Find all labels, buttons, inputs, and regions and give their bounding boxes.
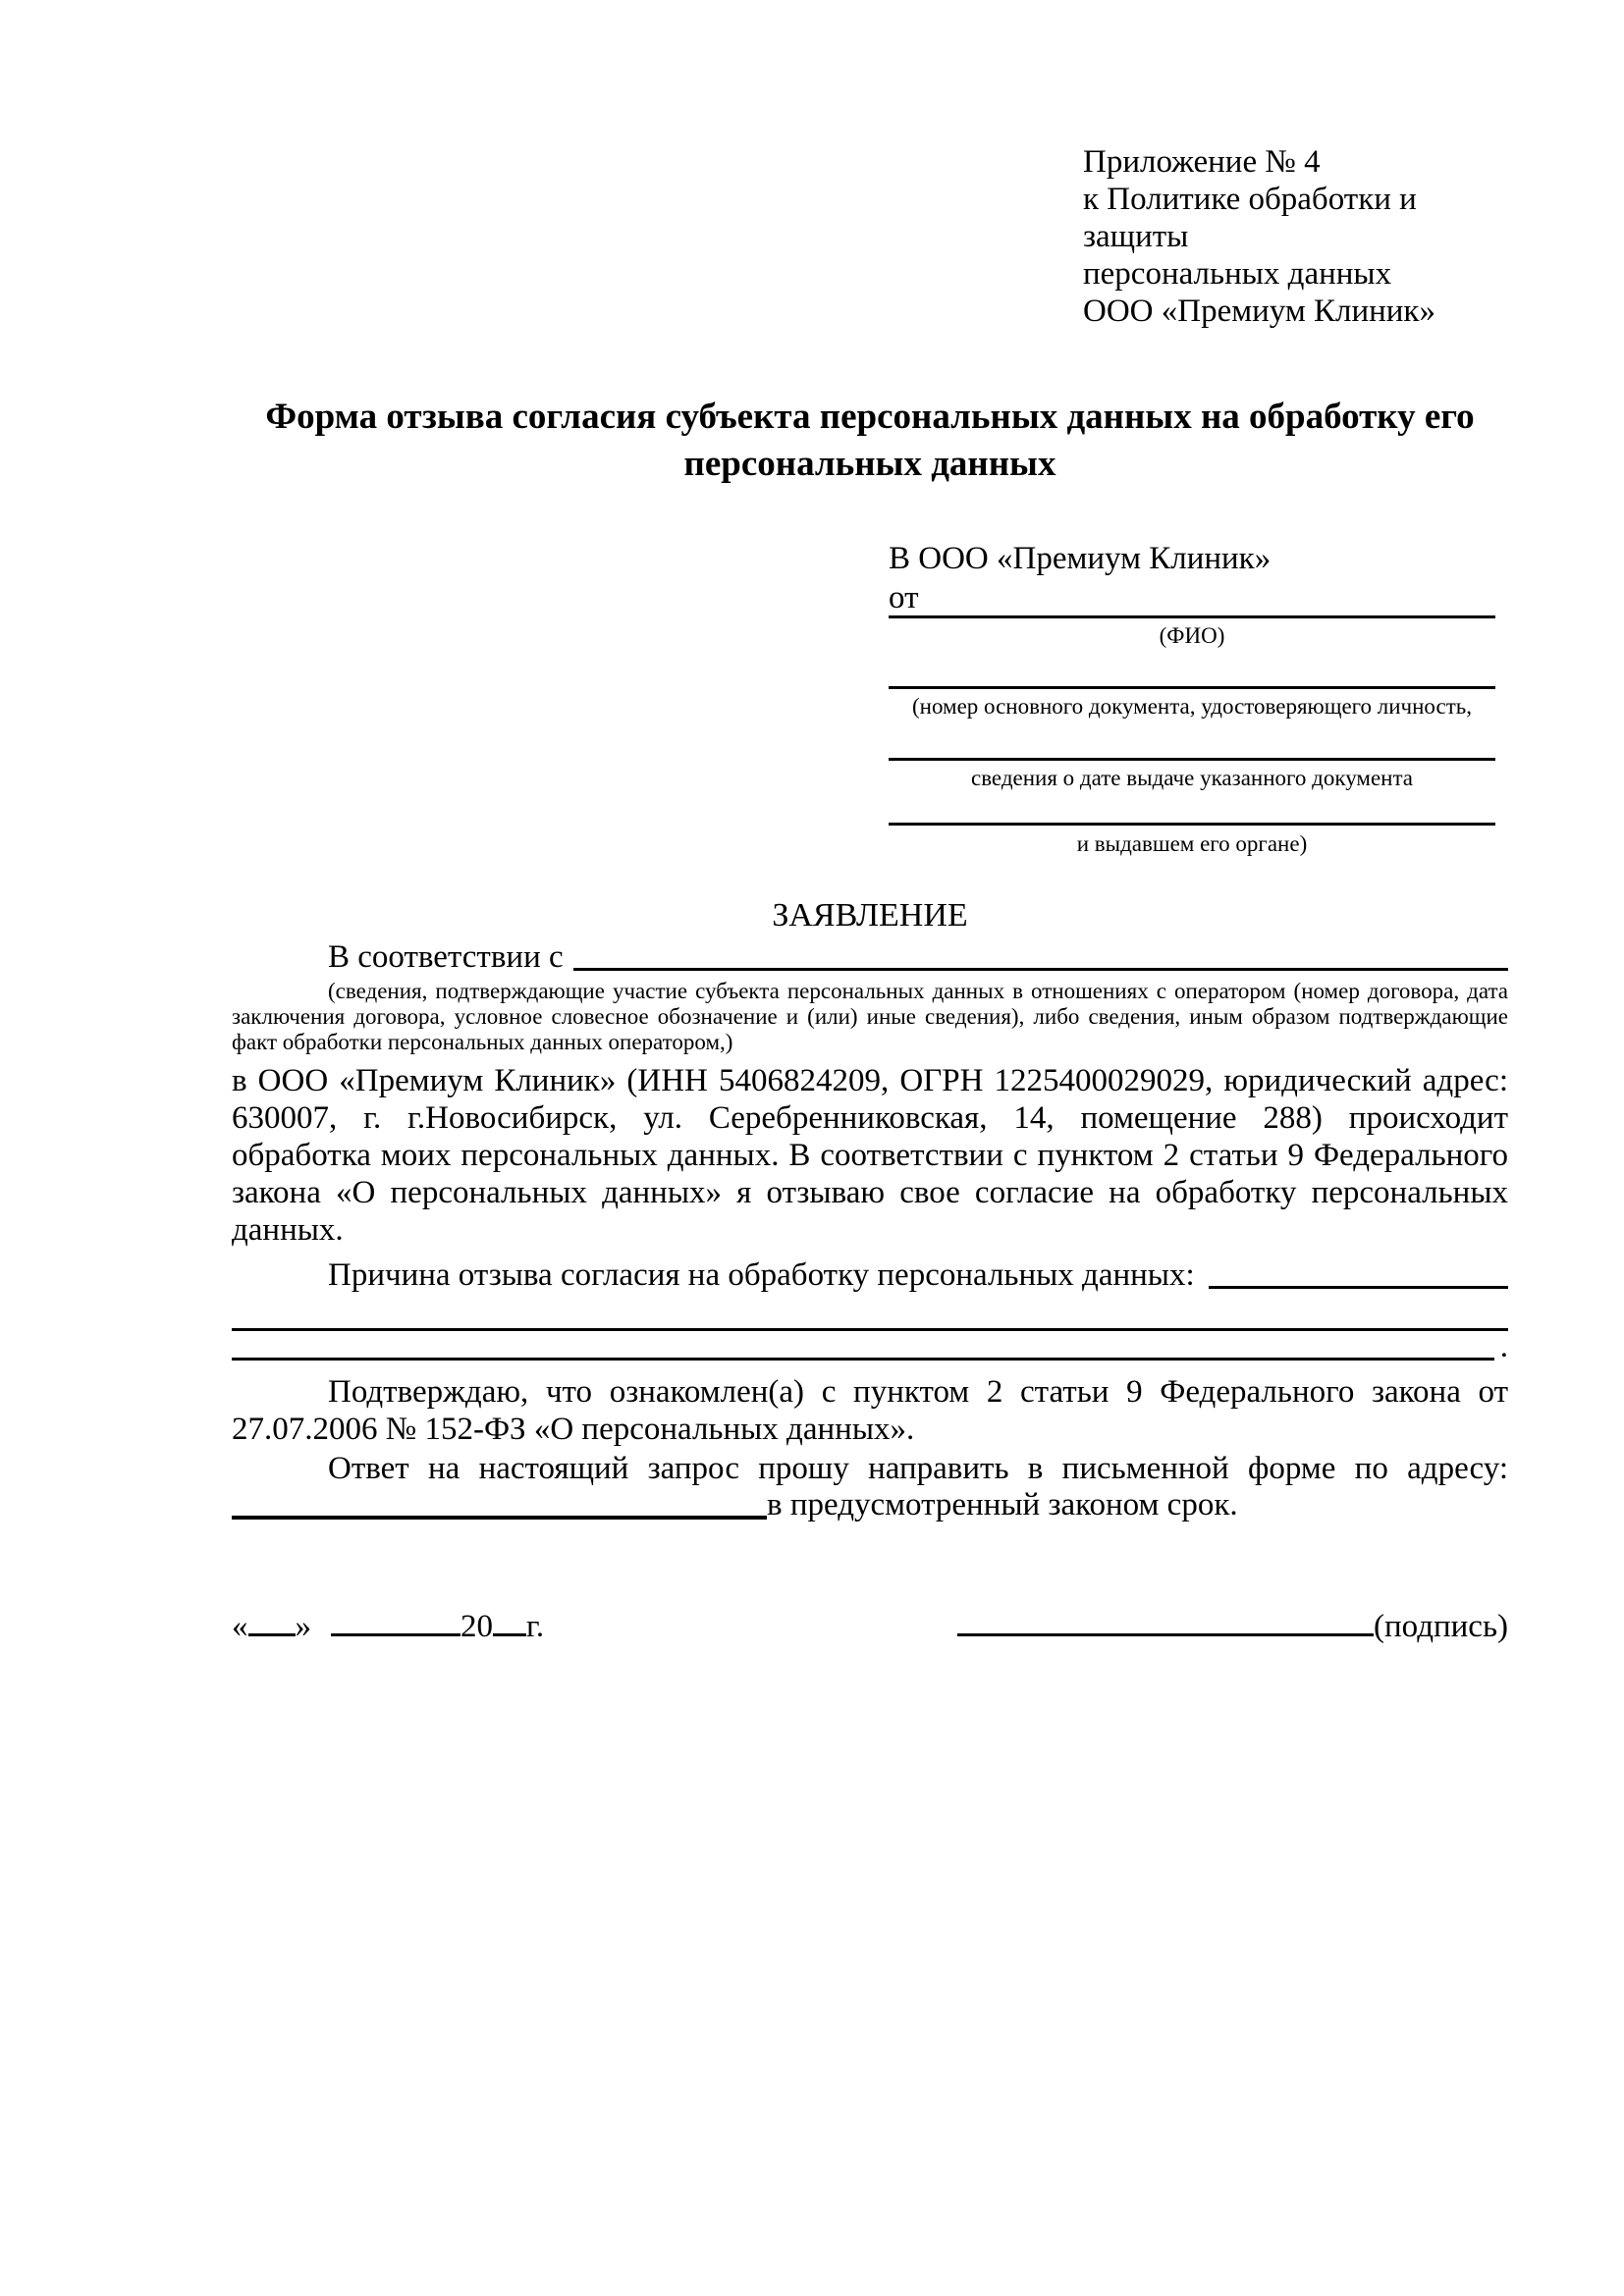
clarification-text: (сведения, подтверждающие участие субъекта персональных данных в отношениях с оператором (номер договора, дата заключения договора, условное словесное обозначение и (или) иные сведения), либо сведения, иным образом подтверждающие факт обработки персональных данных оператором,) (232, 979, 1508, 1054)
reply-request-paragraph: Ответ на настоящий запрос прошу направить в письменной форме по адресу: (328, 1451, 1508, 1486)
fio-caption: (ФИО) (1159, 623, 1225, 648)
year-suffix: г. (526, 1609, 545, 1644)
document-number-field-line (889, 659, 1495, 689)
statement-heading: ЗАЯВЛЕНИЕ (772, 897, 968, 934)
issue-date-field-line (889, 729, 1495, 761)
document-title: Форма отзыва согласия субъекта персональных данных на обработку его персональных данных (265, 397, 1475, 484)
day-open-quote: « (232, 1609, 248, 1644)
addressee-from-label: от (889, 579, 1495, 618)
reason-row (232, 1256, 1508, 1294)
issuing-authority-field-line (889, 801, 1495, 826)
appendix-note-line: к Политике обработки и защиты (1083, 182, 1417, 254)
reason-blank-line-2-rule (232, 1350, 1494, 1361)
date-field (232, 1606, 544, 1647)
document-number-caption: (номер основного документа, удостоверяющего личность, (911, 694, 1472, 719)
reason-prefix: Причина отзыва согласия на обработку персональных данных: (328, 1257, 1195, 1293)
footer-row (232, 1606, 1508, 1647)
signature-blank (957, 1631, 1374, 1636)
accordance-prefix: В соответствии с (328, 939, 564, 975)
reply-address-field-line (232, 1508, 767, 1520)
appendix-note-line: ООО «Премиум Клиник» (1083, 294, 1435, 329)
confirmation-paragraph: Подтверждаю, что ознакомлен(а) с пунктом 2 статьи 9 Федерального закона от 27.07.2006 № 152-ФЗ «О персональных данных». (232, 1374, 1508, 1447)
addressee-block (889, 540, 1495, 856)
reply-suffix: в предусмотренный законом срок. (767, 1487, 1238, 1522)
day-close-quote: » (295, 1609, 311, 1644)
appendix-note-line: персональных данных (1083, 256, 1392, 292)
day-blank (248, 1631, 296, 1636)
accordance-row (232, 938, 1508, 976)
signature-caption: (подпись) (1374, 1609, 1508, 1644)
trailing-period: . (1499, 1329, 1508, 1364)
statement-body: в ООО «Премиум Клиник» (ИНН 5406824209, ОГРН 1225400029029, юридический адрес: 630007, г. г.Новосибирск, ул. Серебренниковская, 14, помещение 288) происходит обработка моих персональных данных. В соответствии с пунктом 2 статьи 9 Федерального закона «О персональных данных» я отзываю свое согласие на обработку персональных данных. (232, 1063, 1508, 1248)
issue-date-caption: сведения о дате выдаче указанного документа (970, 766, 1414, 790)
year-blank (493, 1631, 526, 1636)
reply-address-row (232, 1486, 1508, 1523)
month-blank (331, 1631, 460, 1636)
appendix-note (1083, 143, 1525, 330)
appendix-note-line: Приложение № 4 (1083, 144, 1321, 180)
signature-field (957, 1606, 1508, 1647)
issuing-authority-caption: и выдавшем его органе) (1076, 831, 1308, 856)
addressee-organization: В ООО «Премиум Клиник» (889, 541, 1272, 576)
reason-blank-line-1 (232, 1291, 1508, 1331)
accordance-field-line (573, 960, 1508, 971)
reason-blank-line-2 (232, 1328, 1508, 1365)
reason-field-line (1209, 1278, 1508, 1289)
year-prefix: 20 (460, 1609, 493, 1644)
